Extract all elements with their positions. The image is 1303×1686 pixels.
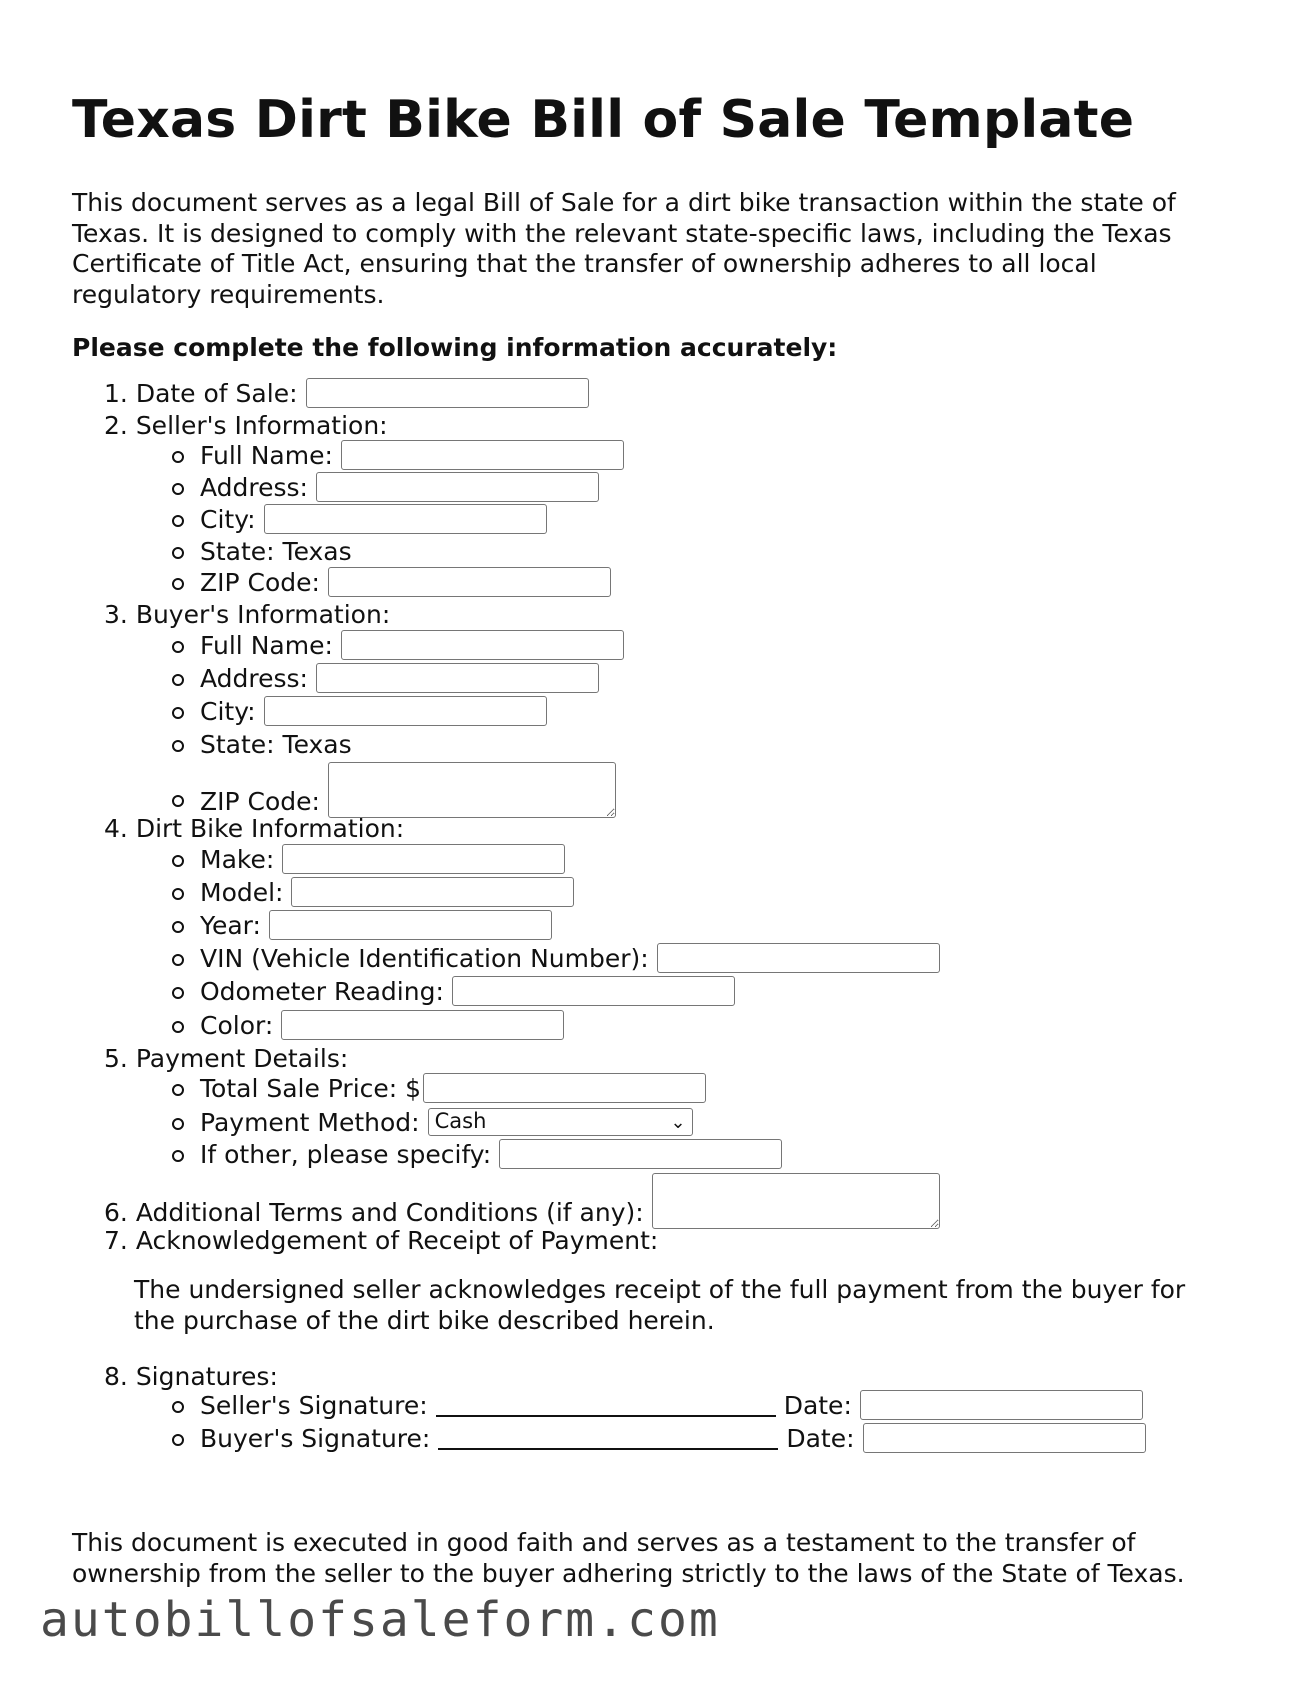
bullet-icon — [172, 1118, 184, 1130]
item-number: 2. — [104, 410, 128, 440]
bullet-icon — [172, 921, 184, 933]
bike-odometer-label: Odometer Reading: — [200, 976, 444, 1006]
item-number: 4. — [104, 813, 128, 843]
bike-make-label: Make: — [200, 844, 275, 874]
seller-info-label: Seller's Information: — [135, 410, 388, 440]
seller-zip-row — [72, 565, 611, 599]
bullet-icon — [172, 674, 184, 686]
date-of-sale-row — [104, 376, 589, 410]
bike-year-row — [72, 908, 552, 942]
intro-paragraph: This document serves as a legal Bill of Sale for a dirt bike transaction within the state of Texas. It is designed to comply with the relevant state-specific laws, including the Texas Certificate of Title Act, ensuring that the transfer of ownership adheres to all local regulatory requirements. — [72, 188, 1176, 309]
terms-row — [104, 1193, 940, 1227]
seller-full-name-row — [72, 438, 624, 472]
bike-year-input[interactable] — [269, 910, 552, 940]
bike-model-input[interactable] — [291, 877, 574, 907]
bullet-icon — [172, 547, 184, 559]
payment-method-row — [72, 1105, 693, 1139]
seller-city-row — [72, 502, 547, 536]
item-number: 1. — [104, 378, 128, 408]
buyer-address-input[interactable] — [316, 663, 599, 693]
buyer-date-input[interactable] — [863, 1423, 1146, 1453]
seller-signature-label: Seller's Signature: — [200, 1390, 428, 1420]
bike-color-row — [72, 1008, 564, 1042]
buyer-signature-line[interactable] — [438, 1426, 778, 1450]
bullet-icon — [172, 1401, 184, 1413]
payment-other-label: If other, please specify: — [200, 1139, 492, 1169]
buyer-address-label: Address: — [200, 663, 308, 693]
bullet-icon — [172, 855, 184, 867]
payment-heading — [104, 1041, 348, 1075]
seller-city-label: City: — [200, 504, 256, 534]
seller-address-row — [72, 470, 599, 504]
bike-model-label: Model: — [200, 877, 284, 907]
bullet-icon — [172, 515, 184, 527]
watermark: autobillofsaleform.com — [40, 1592, 720, 1648]
bullet-icon — [172, 707, 184, 719]
seller-full-name-input[interactable] — [341, 440, 624, 470]
buyer-city-label: City: — [200, 696, 256, 726]
seller-address-input[interactable] — [316, 472, 599, 502]
payment-total-input[interactable] — [423, 1073, 706, 1103]
seller-signature-row — [72, 1388, 1143, 1422]
buyer-signature-row — [72, 1421, 1146, 1455]
bullet-icon — [172, 954, 184, 966]
bike-vin-row — [72, 941, 940, 975]
payment-total-label: Total Sale Price: $ — [200, 1073, 422, 1103]
seller-state-text: State: Texas — [200, 536, 352, 566]
bullet-icon — [172, 641, 184, 653]
chevron-down-icon: ⌄ — [670, 1112, 686, 1133]
buyer-zip-textarea[interactable] — [328, 762, 616, 818]
bike-color-input[interactable] — [281, 1010, 564, 1040]
ack-label: Acknowledgement of Receipt of Payment: — [135, 1225, 659, 1255]
bullet-icon — [172, 578, 184, 590]
bullet-icon — [172, 1084, 184, 1096]
payment-other-row — [72, 1137, 782, 1171]
buyer-full-name-row — [72, 628, 624, 662]
bike-make-input[interactable] — [282, 844, 565, 874]
payment-method-select[interactable] — [428, 1108, 693, 1136]
date-of-sale-label: Date of Sale: — [135, 378, 298, 408]
buyer-signature-label: Buyer's Signature: — [200, 1423, 431, 1453]
bike-info-heading — [104, 811, 404, 845]
bullet-icon — [172, 483, 184, 495]
seller-zip-input[interactable] — [328, 567, 611, 597]
seller-full-name-label: Full Name: — [200, 440, 333, 470]
bike-vin-input[interactable] — [657, 943, 940, 973]
buyer-address-row — [72, 661, 599, 695]
seller-signature-line[interactable] — [436, 1393, 776, 1417]
buyer-city-input[interactable] — [264, 696, 547, 726]
terms-label: Additional Terms and Conditions (if any): — [135, 1198, 644, 1227]
payment-other-input[interactable] — [499, 1139, 782, 1169]
buyer-date-label: Date: — [786, 1423, 855, 1453]
buyer-info-label: Buyer's Information: — [135, 599, 391, 629]
date-of-sale-input[interactable] — [306, 378, 589, 408]
bike-year-label: Year: — [200, 910, 261, 940]
bullet-icon — [172, 1150, 184, 1162]
terms-textarea[interactable] — [652, 1173, 940, 1229]
bullet-icon — [172, 451, 184, 463]
payment-method-value: Cash — [434, 1109, 487, 1133]
seller-date-input[interactable] — [860, 1390, 1143, 1420]
bike-vin-label: VIN (Vehicle Identification Number): — [200, 943, 649, 973]
instruction-text: Please complete the following information accurately: — [72, 333, 838, 362]
bike-model-row — [72, 875, 574, 909]
seller-city-input[interactable] — [264, 504, 547, 534]
seller-state-row — [72, 534, 352, 568]
buyer-state-text: State: Texas — [200, 729, 352, 759]
seller-info-heading — [104, 408, 388, 442]
bike-odometer-row — [72, 974, 735, 1008]
item-number: 7. — [104, 1225, 128, 1255]
payment-method-label: Payment Method: — [200, 1107, 420, 1137]
bullet-icon — [172, 1021, 184, 1033]
item-number: 5. — [104, 1043, 128, 1073]
signatures-label: Signatures: — [135, 1361, 278, 1391]
item-number: 3. — [104, 599, 128, 629]
seller-date-label: Date: — [783, 1390, 852, 1420]
payment-label: Payment Details: — [135, 1043, 349, 1073]
bullet-icon — [172, 888, 184, 900]
ack-text: The undersigned seller acknowledges receipt of the full payment from the buyer for the purchase of the dirt bike described herein. — [134, 1275, 1186, 1335]
ack-heading — [104, 1223, 658, 1257]
buyer-state-row — [72, 727, 352, 761]
item-number: 6. — [104, 1198, 128, 1227]
buyer-full-name-input[interactable] — [341, 630, 624, 660]
page-title: Texas Dirt Bike Bill of Sale Template — [72, 90, 1135, 150]
bike-info-label: Dirt Bike Information: — [135, 813, 405, 843]
bullet-icon — [172, 987, 184, 999]
bullet-icon — [172, 795, 184, 807]
bullet-icon — [172, 740, 184, 752]
bike-color-label: Color: — [200, 1010, 274, 1040]
bullet-icon — [172, 1434, 184, 1446]
seller-address-label: Address: — [200, 472, 308, 502]
buyer-city-row — [72, 694, 547, 728]
buyer-full-name-label: Full Name: — [200, 630, 333, 660]
seller-zip-label: ZIP Code: — [200, 567, 320, 597]
item-number: 8. — [104, 1361, 128, 1391]
closing-paragraph: This document is executed in good faith and serves as a testament to the transfer of ownership from the seller to the buyer adhering strictly to the laws of the State of Texas. — [72, 1528, 1185, 1588]
buyer-zip-label: ZIP Code: — [200, 787, 320, 816]
bike-make-row — [72, 842, 565, 876]
bike-odometer-input[interactable] — [452, 976, 735, 1006]
buyer-info-heading — [104, 597, 390, 631]
payment-total-row — [72, 1071, 706, 1105]
